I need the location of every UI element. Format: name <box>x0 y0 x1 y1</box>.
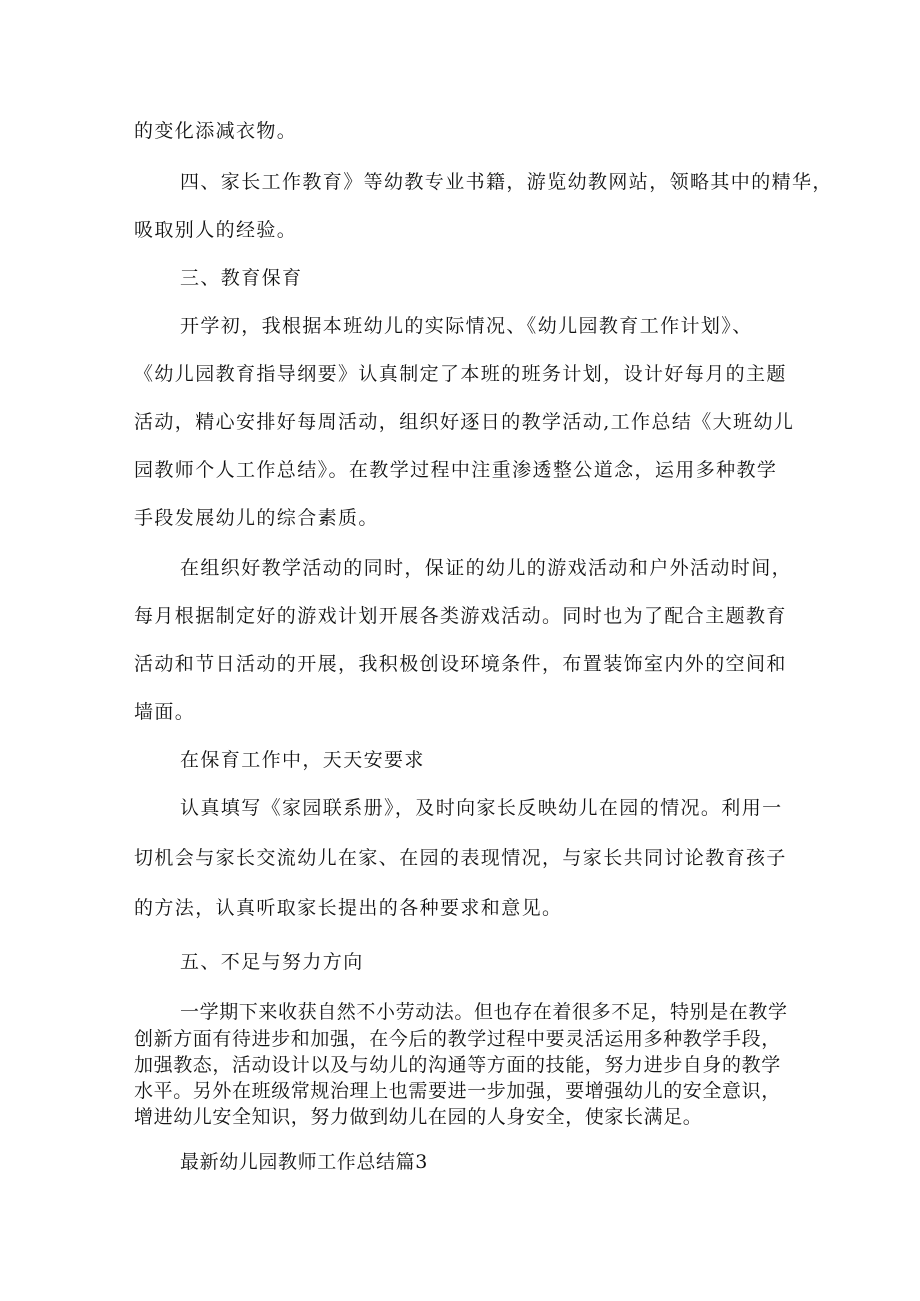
text-line: 活动和节日活动的开展，我积极创设环境条件，布置装饰室内外的空间和 <box>134 653 787 675</box>
text-line: 在组织好教学活动的同时，保证的幼儿的游戏活动和户外活动时间， <box>180 557 793 579</box>
text-line: 园教师个人工作总结》。在教学过程中注重渗透整公道念，运用多种教学 <box>134 459 778 481</box>
text-line: 加强教态，活动设计以及与幼儿的沟通等方面的技能，努力进步自身的教学 <box>134 1054 781 1076</box>
text-line: 开学初，我根据本班幼儿的实际情况、《幼儿园教育工作计划》、 <box>180 315 753 337</box>
text-line: 认真填写《家园联系册》，及时向家长反映幼儿在园的情况。利用一 <box>180 797 783 819</box>
text-line: 的变化添减衣物。 <box>134 120 298 142</box>
text-line: 增进幼儿安全知识，努力做到幼儿在园的人身安全，使家长满足。 <box>134 1106 703 1128</box>
section-heading: 最新幼儿园教师工作总结篇3 <box>180 1151 428 1173</box>
text-line: 一学期下来收获自然不小劳动法。但也存在着很多不足，特别是在教学 <box>180 1001 788 1023</box>
section-heading: 三、教育保育 <box>180 267 303 289</box>
text-line: 创新方面有待进步和加强，在今后的教学过程中要灵活运用多种教学手段， <box>134 1028 781 1050</box>
text-line: 水平。另外在班级常规治理上也需要进一步加强，要增强幼儿的安全意识， <box>134 1080 781 1102</box>
text-line: 活动，精心安排好每周活动，组织好逐日的教学活动,工作总结《大班幼儿 <box>134 411 795 433</box>
text-line: 手段发展幼儿的综合素质。 <box>134 507 379 529</box>
section-heading: 五、不足与努力方向 <box>180 951 364 973</box>
text-line: 每月根据制定好的游戏计划开展各类游戏活动。同时也为了配合主题教育 <box>134 605 787 627</box>
text-line: 墙面。 <box>134 701 196 723</box>
text-line: 切机会与家长交流幼儿在家、在园的表现情况，与家长共同讨论教育孩子 <box>134 847 787 869</box>
text-line: 吸取别人的经验。 <box>134 219 298 241</box>
text-line: 的方法，认真听取家长提出的各种要求和意见。 <box>134 897 563 919</box>
text-line: 《幼儿园教育指导纲要》认真制定了本班的班务计划，设计好每月的主题 <box>134 363 787 385</box>
text-line: 在保育工作中，天天安要求 <box>180 749 425 771</box>
text-line: 四、家长工作教育》等幼教专业书籍，游览幼教网站，领略其中的精华， <box>180 171 833 193</box>
